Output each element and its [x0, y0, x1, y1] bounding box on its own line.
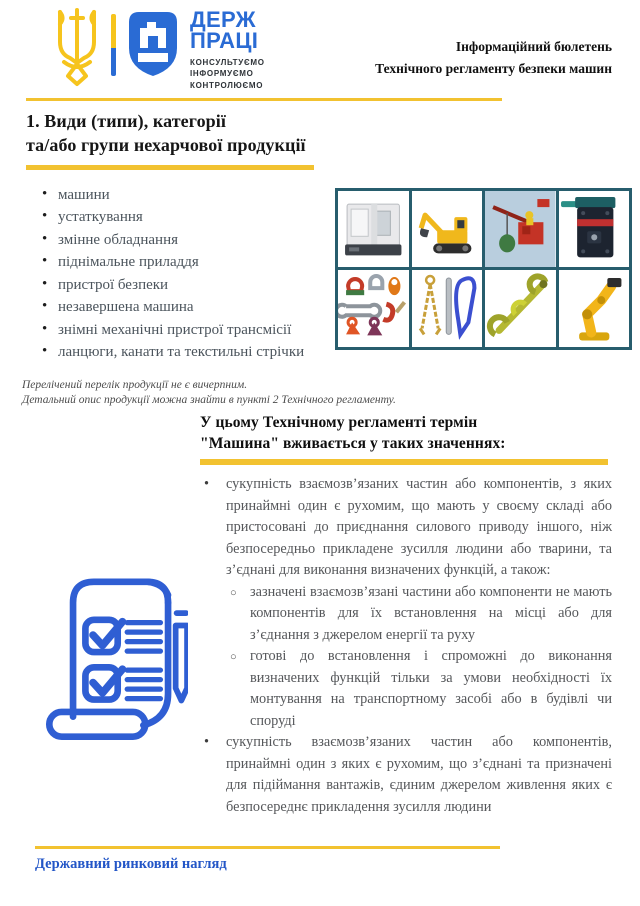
machinery-photo-excavator: [412, 191, 483, 268]
bulletin-title: [375, 36, 612, 79]
definition-subitem-2: ○ готові до встановлення і спроможні до виконання визначених функцій тільки за умови необхідності їх монтування на транспортному засобі або в будівлі чи споруді: [200, 646, 612, 732]
definition-body: [200, 474, 612, 818]
machinery-photo-lifting-clamps-and-shackles: [338, 270, 409, 347]
logo-tagline: [190, 57, 265, 92]
header: [0, 0, 640, 90]
machinery-image-grid: [335, 188, 632, 350]
definition-heading-line2: "Машина" вживається у таких значеннях:: [200, 435, 506, 453]
list-item: • машини: [42, 188, 334, 204]
logo-tagline-line1: КОНСУЛЬТУЄМО: [190, 57, 265, 67]
derzhpratsi-shield-icon: [125, 6, 181, 78]
list-item: • ланцюги, канати та текстильні стрічки: [42, 345, 334, 361]
section-title-underline: [26, 165, 314, 170]
definition-bullet-1: • сукупність взаємозв’язаних частин або компонентів, з яких принаймні один є рухомим, що мають у своєму складі або пристосовані до приєднання силового приводу іншого, ніж безпосередньо прикладене зусилля людини або тварини, та з’єднані для виконання визначених функцій, а також:: [200, 474, 612, 582]
machinery-photo-pto-drive-shaft: [485, 270, 556, 347]
logo-divider-bar: [111, 14, 116, 76]
definition-section: [200, 413, 612, 818]
logo-org-name-line2: ПРАЦІ: [190, 27, 259, 53]
machinery-photo-industrial-robot-arm: [559, 270, 630, 347]
bulletin-title-line1: Інформаційний бюлетень: [455, 39, 612, 54]
machinery-photo-safety-interlock-switch: [559, 191, 630, 268]
machinery-photo-cnc-machine: [338, 191, 409, 268]
definition-bullet-2: • сукупність взаємозв’язаних частин або компонентів, принаймні один з яких є рухомим, що з’єднані та призначені для підіймання вантажів, єдиним джерелом живлення яких є безпосереднє прикладення зусилля людини: [200, 732, 612, 818]
section-title: [26, 110, 640, 158]
derzhpratsi-logo: [52, 6, 265, 92]
machinery-photo-crane-work-basket: [485, 191, 556, 268]
footnote-line2: Детальний опис продукції можна знайти в пункті 2 Технічного регламенту.: [22, 394, 396, 407]
logo-org-name-line1: ДЕРЖ: [190, 7, 256, 32]
section-title-line2: та/або групи нехарчової продукції: [26, 134, 306, 155]
list-item: • змінне обладнання: [42, 233, 334, 249]
ukraine-trident-icon: [52, 6, 102, 88]
section-title-line1: 1. Види (типи), категорії: [26, 111, 226, 131]
logo-text: [190, 7, 265, 92]
list-item: • незавершена машина: [42, 300, 334, 316]
footnote-line1: Перелічений перелік продукції не є вичерпним.: [22, 378, 248, 391]
definition-subitem-1: ○ зазначені взаємозв’язані частини або компоненти не мають компонентів для їх встановлення на місці або для з’єднання з джерелом енергії та руху: [200, 582, 612, 647]
header-divider-rule: [26, 98, 502, 101]
list-item: • знімні механічні пристрої трансмісії: [42, 323, 334, 339]
logo-tagline-line2: ІНФОРМУЄМО: [190, 69, 254, 79]
logo-tagline-line3: КОНТРОЛЮЄМО: [190, 80, 264, 90]
definition-heading: [200, 413, 612, 455]
product-type-list: [42, 188, 334, 368]
machinery-photo-chain-and-textile-slings: [412, 270, 483, 347]
definition-heading-line1: У цьому Технічному регламенті термін: [200, 414, 478, 432]
footer-divider-rule: [35, 846, 500, 849]
section1-columns: [0, 180, 640, 368]
bulletin-title-line2: Технічного регламенту безпеки машин: [375, 60, 612, 76]
checklist-scroll-illustration: [36, 558, 188, 755]
footer-text: Державний ринковий нагляд: [35, 856, 227, 872]
list-item: • піднімальне приладдя: [42, 255, 334, 271]
footnote: [22, 378, 640, 410]
definition-heading-underline: [200, 459, 608, 465]
list-item: • устаткування: [42, 210, 334, 226]
list-item: • пристрої безпеки: [42, 278, 334, 294]
